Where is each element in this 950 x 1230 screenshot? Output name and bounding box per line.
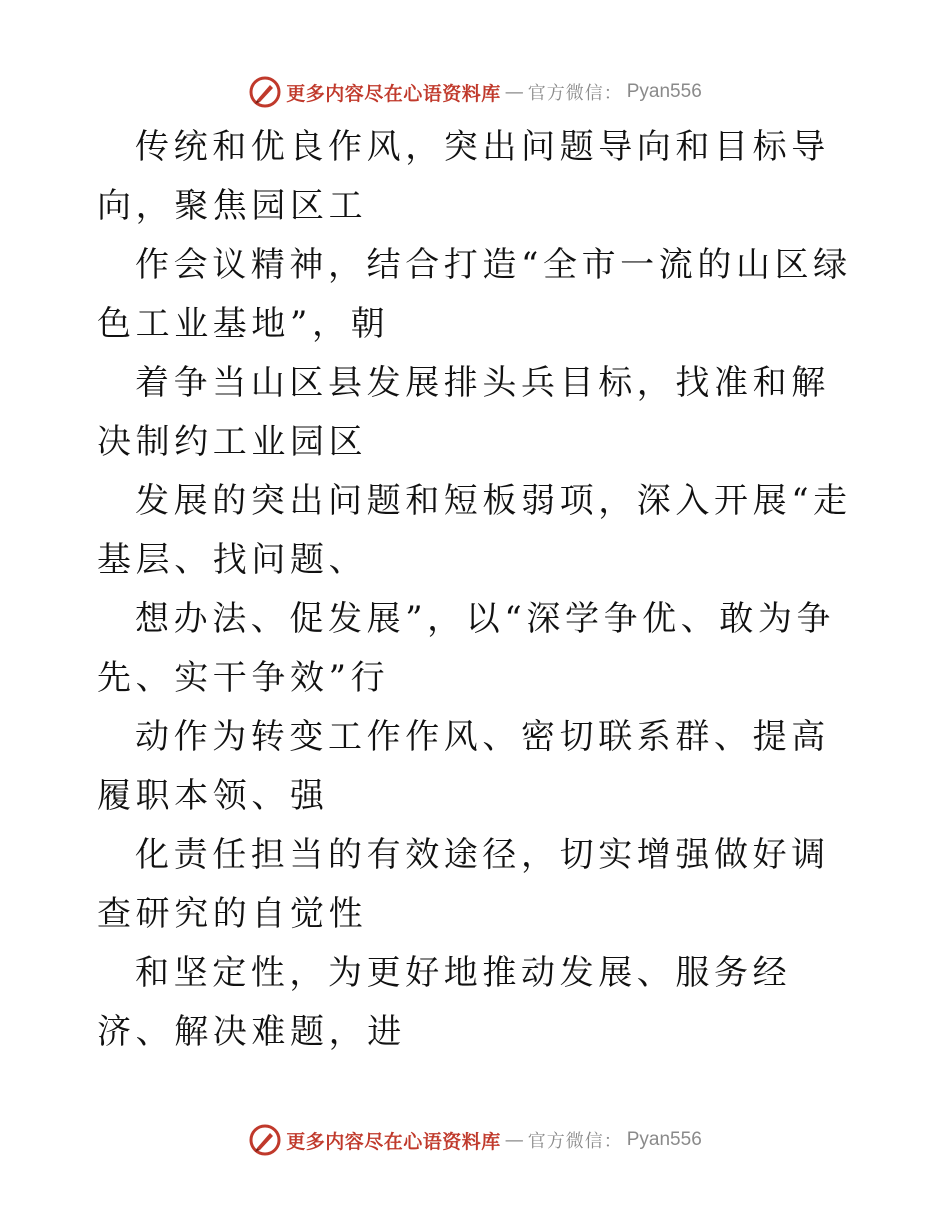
pen-in-circle-logo-icon bbox=[248, 1123, 282, 1157]
paragraph: 动作为转变工作作风、密切联系群、提高履职本领、强 bbox=[97, 717, 830, 816]
pen-in-circle-logo-icon bbox=[248, 75, 282, 109]
footer-watermark bbox=[0, 1120, 950, 1160]
watermark-sub-text: 官方微信： bbox=[527, 83, 623, 104]
watermark-sub-text: 官方微信： bbox=[527, 1131, 623, 1152]
paragraph: 作会议精神，结合打造“全市一流的山区绿色工业基地”，朝 bbox=[97, 245, 852, 344]
paragraph: 化责任担当的有效途径，切实增强做好调查研究的自觉性 bbox=[97, 835, 830, 934]
watermark-separator: — bbox=[504, 81, 524, 103]
document-body bbox=[97, 118, 857, 1062]
paragraph: 发展的突出问题和短板弱项，深入开展“走基层、找问题、 bbox=[97, 481, 852, 580]
watermark-separator: — bbox=[504, 1129, 524, 1151]
watermark-wechat-id: Pyan556 bbox=[626, 81, 702, 102]
paragraph: 传统和优良作风，突出问题导向和目标导向，聚焦园区工 bbox=[97, 127, 830, 226]
header-watermark bbox=[0, 72, 950, 112]
paragraph: 着争当山区县发展排头兵目标，找准和解决制约工业园区 bbox=[97, 363, 830, 462]
watermark-wechat-id: Pyan556 bbox=[626, 1129, 702, 1150]
paragraph: 和坚定性，为更好地推动发展、服务经济、解决难题，进 bbox=[97, 953, 792, 1052]
watermark-main-text: 更多内容尽在心语资料库 bbox=[286, 1130, 501, 1153]
watermark-main-text: 更多内容尽在心语资料库 bbox=[286, 82, 501, 105]
paragraph: 想办法、促发展”，以“深学争优、敢为争先、实干争效”行 bbox=[97, 599, 836, 698]
